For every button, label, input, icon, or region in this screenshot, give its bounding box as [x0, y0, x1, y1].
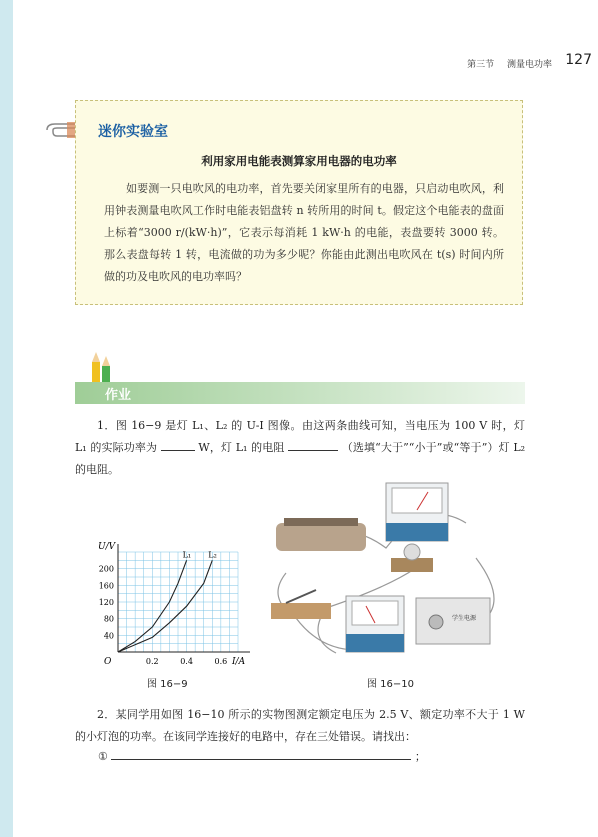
- question-1-part2: W，灯 L₁ 的电阻: [198, 441, 285, 454]
- answer-blank-power[interactable]: [161, 438, 195, 451]
- homework-banner: [75, 382, 525, 404]
- question-1-part1: 1．图 16−9 是灯 L₁、L₂ 的 U-I 图像。由这两条曲线可知，当电压为 100 V 时，灯 L₁ 的实际功率为: [75, 419, 525, 454]
- y-tick-label: 160: [98, 581, 114, 591]
- homework-title: 作业: [105, 388, 132, 403]
- page-number: 127: [565, 52, 592, 68]
- mini-lab-subtitle: 利用家用电能表测算家用电器的电功率: [201, 154, 397, 168]
- light-bulb: [391, 544, 433, 572]
- mini-lab-body: 如要测一只电吹风的电功率，首先要关闭家里所有的电器，只启动电吹风，利用钟表测量电吹风工作时电能表铝盘转 n 转所用的时间 t。假定这个电能表的盘面上标着“3000 r/(kW·h)”，它表示每消耗 1 kW·h 的电能，表盘要转 3000 转。那么表盘每转 1 转，电流做的功为多少呢？你能由此测出电吹风在 t(s) 时间内所做的功及电吹风的电功率吗？: [104, 182, 504, 283]
- header-section: 第三节: [467, 60, 495, 70]
- y-tick-label: 40: [103, 631, 114, 641]
- chart-x-label: I/A: [232, 657, 246, 667]
- x-tick-label: 0.2: [145, 657, 159, 666]
- y-tick-label: 80: [103, 614, 114, 624]
- voltmeter: [386, 483, 448, 541]
- answer-item-marker: ①: [98, 750, 108, 763]
- answer-line-1: [98, 747, 426, 764]
- figure-16-10-caption: 图 16−10: [367, 679, 415, 690]
- page-edge-strip: [0, 0, 13, 837]
- chart-curves: [118, 550, 217, 652]
- answer-item-end: ；: [414, 750, 426, 763]
- curve-label-1: L₁: [182, 550, 192, 560]
- chart-grid: [118, 552, 238, 652]
- question-1-part3: （选填“大于”“小于”或“等于”）灯 L₂ 的电阻。: [75, 441, 526, 476]
- mini-lab-box: [75, 100, 523, 305]
- power-supply: [416, 598, 490, 644]
- switch: [271, 590, 331, 619]
- answer-blank-resistance[interactable]: [288, 438, 338, 451]
- chart-origin: O: [104, 657, 112, 667]
- x-tick-label: 0.6: [214, 657, 228, 666]
- curve-2: [118, 560, 212, 652]
- chart-y-label: U/V: [98, 542, 116, 552]
- rheostat: [276, 518, 366, 551]
- figure-16-9-caption: 图 16−9: [147, 679, 188, 690]
- figure-16-9-chart: [88, 532, 260, 672]
- header-section-title: 测量电功率: [506, 60, 552, 70]
- question-1: [75, 415, 525, 481]
- curve-label-2: L₂: [208, 550, 217, 560]
- question-2: 2．某同学用如图 16−10 所示的实物图测定额定电压为 2.5 V、额定功率不大于 1 W 的小灯泡的功率。在该同学连接好的电路中，存在三处错误。请找出：: [75, 708, 525, 743]
- power-supply-label: 学生电源: [452, 615, 477, 622]
- ammeter: [346, 596, 404, 652]
- figure-16-10-circuit: [266, 478, 528, 666]
- y-tick-label: 200: [98, 564, 114, 574]
- y-tick-label: 120: [98, 598, 114, 607]
- mini-lab-title: 迷你实验室: [98, 124, 168, 140]
- x-tick-label: 0.4: [180, 657, 193, 666]
- answer-blank-error-1[interactable]: [111, 747, 411, 760]
- page-header: [467, 52, 592, 70]
